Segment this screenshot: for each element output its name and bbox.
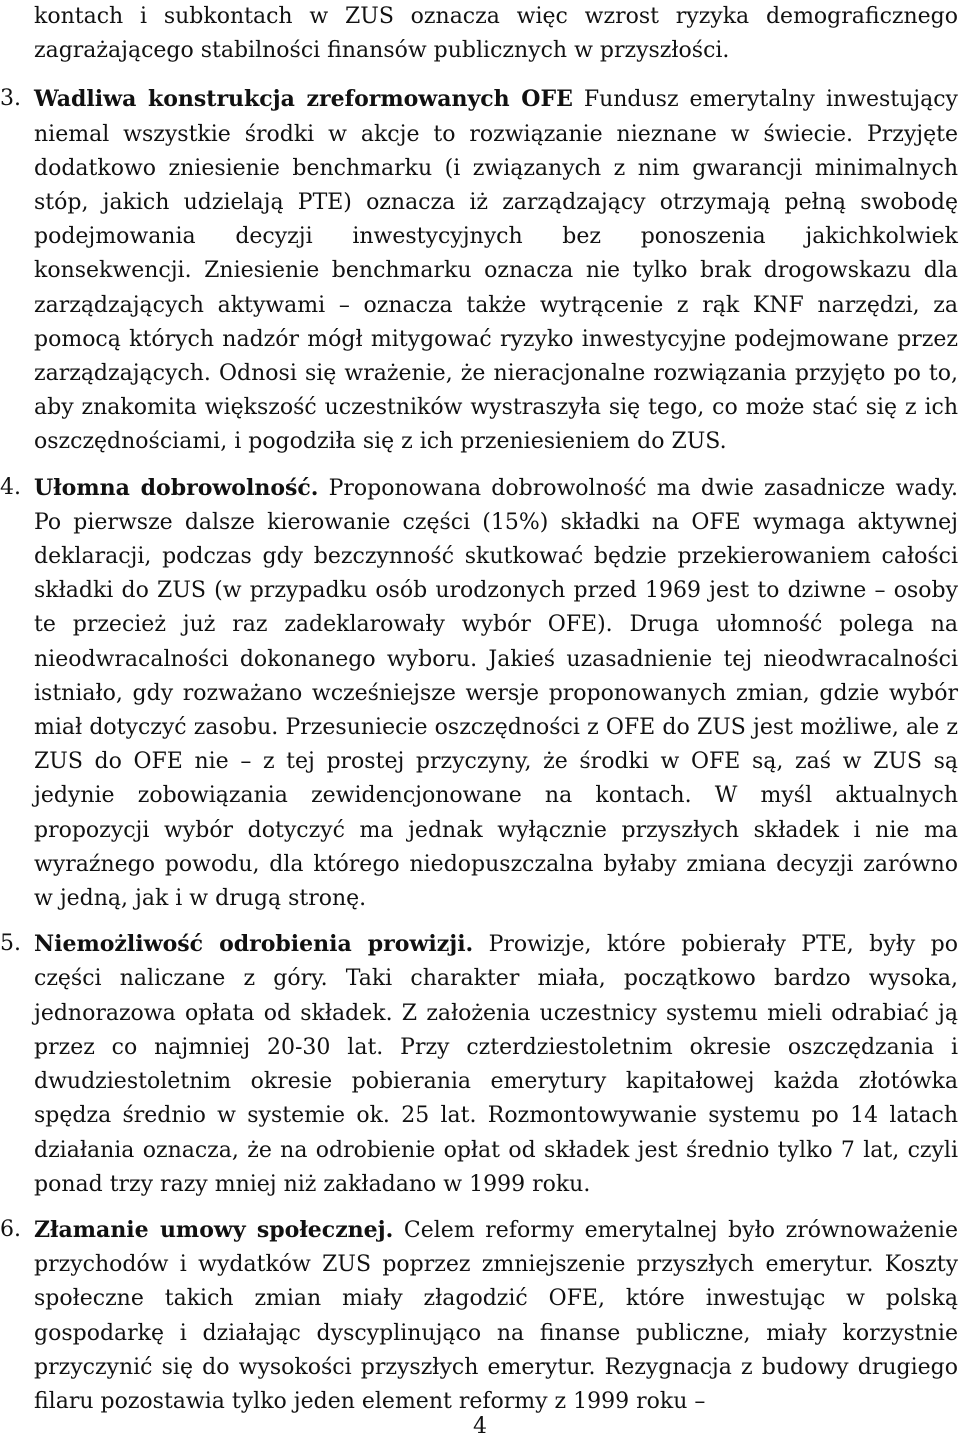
item-text: Fundusz emerytalny inwestujący niemal wszystkie środki w akcje to rozwiązanie nieznane w świecie. Przyjęte dodatkowo zniesienie benchmarku (i związanych z nim gwarancji minimalnych stóp, jakich udzielają PTE) oznacza iż zarządzający otrzymają pełną swobodę podejmowania decyzji inwestycyjnych bez ponoszenia jakichkolwiek konsekwencji. Zniesienie benchmarku oznacza nie tylko brak drogowskazu dla zarządzających aktywami – oznacza także wytrącenie z rąk KNF narzędzi, za pomocą których nadzór mógł mitygować ryzyko inwestycyjne podejmowane przez zarządzających. Odnosi się wrażenie, że nieracjonalne rozwiązania przyjęto po to, aby znakomita większość uczestników wystraszyła się tego, co może stać się z ich oszczędnościami, i pogodziła się z ich przeniesieniem do ZUS. (34, 87, 958, 455)
item-number: 6. (0, 1216, 21, 1242)
item-title: Złamanie umowy społecznej. (34, 1216, 394, 1243)
list-item (0, 927, 958, 1202)
item-text: Proponowana dobrowolność ma dwie zasadnicze wady. Po pierwsze dalsze kierowanie części (15%) składki na OFE wymaga aktywnej deklaracji, podczas gdy bezczynność skutkować będzie przekierowaniem całości składki do ZUS (w przypadku osób urodzonych przed 1969 jest to dziwne – osoby te przecież już raz zadeklarowały wybór OFE). Druga ułomność polega na nieodwracalności dokonanego wyboru. Jakieś uzasadnienie tej nieodwracalności istniało, gdy rozważano wcześniejsze wersje proponowanych zmian, gdzie wybór miał dotyczyć zasobu. Przesuniecie oszczędności z OFE do ZUS jest możliwe, ale z ZUS do OFE nie – z tej prostej przyczyny, że środki w OFE są, zaś w ZUS są jedynie zobowiązania zewidencjonowane na kontach. W myśl aktualnych propozycji wybór dotyczyć ma jednak wyłącznie przyszłych składek i nie ma wyraźnego powodu, dla którego niedopuszczalna byłaby zmiana decyzji zarówno w jedną, jak i w drugą stronę. (34, 475, 958, 912)
item-text: Celem reformy emerytalnej było zrównoważenie przychodów i wydatków ZUS poprzez zmniejszenie przyszłych emerytur. Koszty społeczne takich zmian miały złagodzić OFE, które inwestując w polską gospodarkę i działając dyscyplinująco na finanse publiczne, miały korzystnie przyczynić się do wysokości przyszłych emerytur. Rezygnacja z budowy drugiego filaru pozostawia tylko jeden element reformy z 1999 roku – (34, 1217, 958, 1414)
item-title: Wadliwa konstrukcja zreformowanych OFE (34, 86, 573, 113)
list-item (0, 471, 958, 917)
list-item (0, 1213, 958, 1419)
item-text: Prowizje, które pobierały PTE, były po części naliczane z góry. Taki charakter miała, początkowo bardzo wysoka, jednorazowa opłata od składek. Z założenia uczestnicy systemu mieli odrabiać ją przez co najmniej 20-30 lat. Przy czterdziestoletnim okresie oszczędzania i dwudziestoletnim okresie pobierania emerytury kapitałowej każda złotówka spędza średnio w systemie ok. 25 lat. Rozmontowywanie systemu po 14 latach działania oznacza, że na odrobienie opłat od składek jest średnio tylko 7 lat, czyli ponad trzy razy mniej niż zakładano w 1999 roku. (34, 932, 958, 1197)
item-title: Niemożliwość odrobienia prowizji. (34, 931, 474, 958)
item-number: 4. (0, 474, 21, 500)
numbered-list (0, 82, 958, 1419)
list-item (0, 82, 958, 459)
intro-paragraph: kontach i subkontach w ZUS oznacza więc wzrost ryzyka demograficznego zagrażającego stabilności finansów publicznych w przyszłości. (34, 4, 958, 64)
item-number: 5. (0, 931, 21, 957)
item-title: Ułomna dobrowolność. (34, 474, 319, 501)
page-number: 4 (473, 1414, 487, 1439)
item-number: 3. (0, 86, 21, 112)
